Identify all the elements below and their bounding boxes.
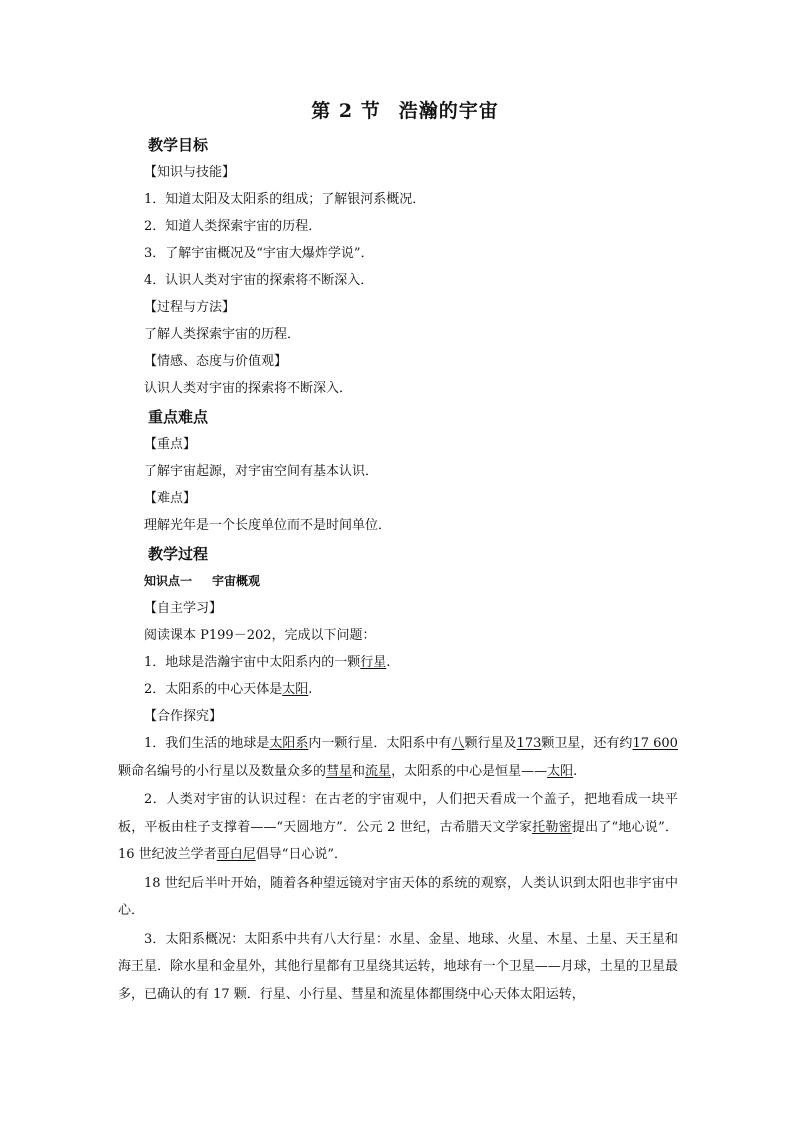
emotion-text: 认识人类对宇宙的探索将不断深入． <box>144 381 353 396</box>
answer-1: 行星 <box>360 655 387 670</box>
key-point-text: 了解宇宙起源，对宇宙空间有基本认识． <box>144 464 379 479</box>
inquiry-paragraph-4: 3．太阳系概况：太阳系中共有八大行星：水星、金星、地球、火星、木星、土星、天王星和海王星．除水星和金星外，其他行星都有卫星绕其运转，地球有一个卫星——月球，土星的卫星最多，已确认的有 17 颗．行星、小行星、彗星和流星体都围绕中心天体太阳运转， <box>118 931 678 1002</box>
knowledge-point-heading <box>118 568 678 595</box>
label-key-point: 【重点】 <box>144 437 197 452</box>
answer-blank: 流星 <box>365 763 392 779</box>
answer-blank: 彗星 <box>326 763 353 779</box>
question-2-text: 2．太阳系的中心天体是 <box>144 682 283 697</box>
knowledge-point-number: 知识点一 <box>144 574 193 588</box>
label-process-method: 【过程与方法】 <box>144 300 236 315</box>
answer-blank: 太阳系 <box>269 736 309 751</box>
text-run: 颗行星及 <box>464 736 517 751</box>
label-self-study: 【自主学习】 <box>144 601 223 616</box>
inquiry-paragraph-3: 18 世纪后半叶开始，随着各种望远镜对宇宙天体的系统的观察，人类认识到太阳也非宇宙中心． <box>118 875 678 918</box>
text-run: 和 <box>352 763 366 779</box>
question-2-end: . <box>308 682 313 697</box>
text-run: 内一颗行星．太阳系中有 <box>308 736 452 751</box>
difficult-point-text: 理解光年是一个长度单位而不是时间单位． <box>144 518 392 533</box>
answer-blank: 17 600 <box>632 736 678 751</box>
reading-instruction: 阅读课本 P199－202，完成以下问题： <box>144 628 376 643</box>
knowledge-point-title: 宇宙概观 <box>212 574 261 588</box>
text-run: . <box>573 763 578 779</box>
goal-item-1: 1．知道太阳及太阳系的组成；了解银河系概况． <box>144 192 426 207</box>
label-knowledge-skills: 【知识与技能】 <box>144 165 236 180</box>
label-cooperative-inquiry: 【合作探究】 <box>144 709 223 724</box>
text-run: ，太阳系的中心是恒星—— <box>391 763 548 779</box>
answer-blank: 托勒密 <box>532 819 572 835</box>
question-2 <box>118 676 678 703</box>
text-run: 颗卫星，还有约 <box>541 736 633 751</box>
text-run: 2．人类对宇宙的认识过程：在古老的宇宙观中，人们把天看成一个盖子，把地看成一块平板，平板由柱子支撑着——“天圆地方”．公元 2 世纪，古希腊天文学家 <box>118 792 678 835</box>
inquiry-paragraph-2 <box>118 786 678 869</box>
text-run: 提出了“地心说”．16 世纪波兰学者 <box>118 819 678 862</box>
answer-blank: 173 <box>516 736 542 751</box>
goal-item-2: 2．知道人类探索宇宙的历程． <box>144 219 322 234</box>
heading-teaching-goals: 教学目标 <box>148 136 209 154</box>
question-1-text: 1．地球是浩瀚宇宙中太阳系内的一颗 <box>144 655 361 670</box>
heading-teaching-process: 教学过程 <box>148 545 209 563</box>
goal-item-4: 4．认识人类对宇宙的探索将不断深入． <box>144 273 374 288</box>
label-difficult-point: 【难点】 <box>144 491 197 506</box>
document-body <box>118 94 678 1008</box>
page-title <box>118 94 678 128</box>
answer-blank: 八 <box>451 736 465 751</box>
answer-blank: 哥白尼 <box>216 847 256 862</box>
question-1 <box>118 649 678 676</box>
text-run: 倡导“日心说”． <box>255 847 347 862</box>
text-run: 1．我们生活的地球是 <box>144 736 270 751</box>
heading-key-difficult-points: 重点难点 <box>148 408 209 426</box>
text-run: 颗命名编号的小行星以及数量众多的 <box>118 763 327 779</box>
answer-blank: 太阳 <box>547 763 574 779</box>
answer-2: 太阳 <box>282 682 309 697</box>
question-1-end: . <box>386 655 391 670</box>
goal-item-3: 3．了解宇宙概况及“宇宙大爆炸学说”． <box>144 246 374 261</box>
section-title: 浩瀚的宇宙 <box>398 100 499 122</box>
label-emotion-values: 【情感、态度与价值观】 <box>144 354 288 369</box>
section-number: 第 2 节 <box>311 100 381 122</box>
process-text: 了解人类探索宇宙的历程． <box>144 327 301 342</box>
inquiry-paragraph-1 <box>118 730 678 785</box>
